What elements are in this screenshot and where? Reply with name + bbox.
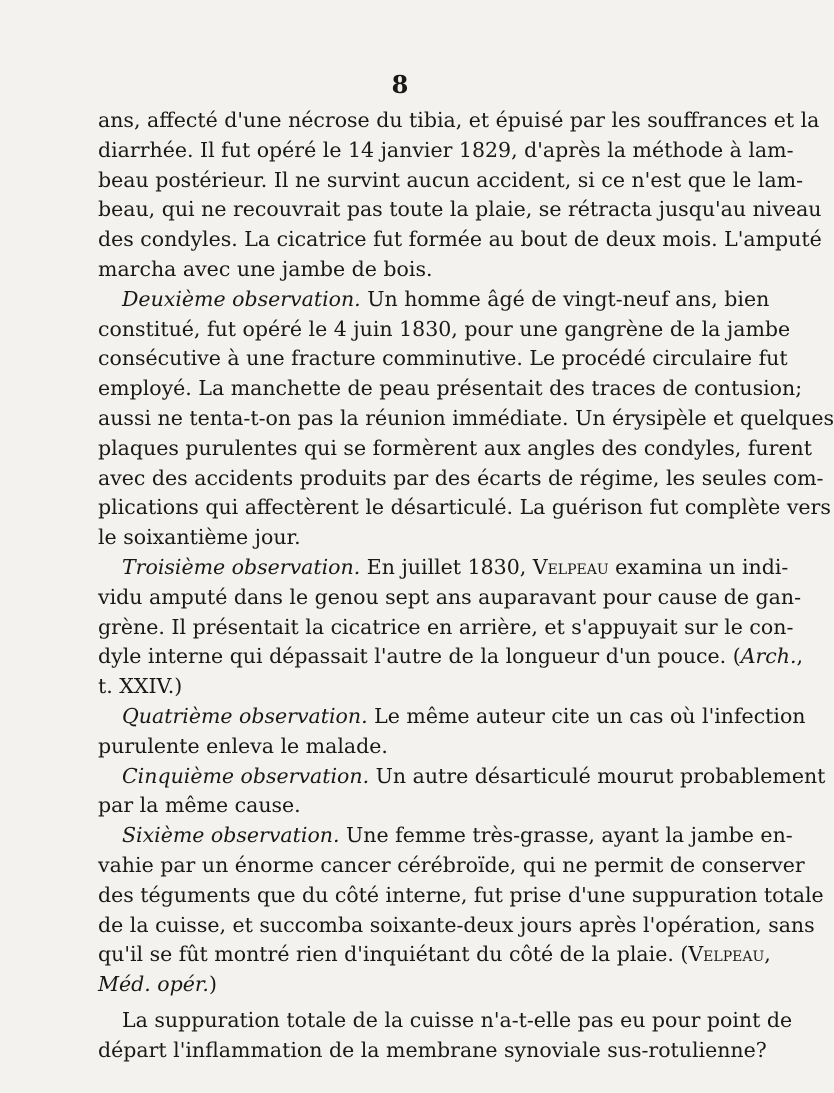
text-line: [98, 613, 794, 643]
text-line: [98, 166, 804, 196]
text-line: [98, 374, 803, 404]
text-line: [98, 285, 770, 315]
text-line: [98, 553, 789, 583]
text-line: [98, 851, 805, 881]
citation: Arch.: [740, 644, 797, 669]
text-line: [98, 106, 820, 136]
line-text: t. XXIV.): [98, 674, 183, 699]
text-line: [98, 672, 740, 702]
body-text: [98, 106, 834, 1066]
text-line: [98, 195, 822, 225]
text-line: [98, 911, 815, 941]
line-text: plaques purulentes qui se formèrent aux angles des condyles, furent: [98, 435, 812, 460]
text-line: [98, 940, 771, 970]
text-line: [98, 225, 822, 255]
text-line: [98, 344, 788, 374]
line-text: dyle interne qui dépassait l'autre de la longueur d'un pouce. (: [98, 644, 741, 669]
observation-heading: Troisième observation.: [122, 554, 361, 579]
text-line: [98, 255, 740, 285]
text-line: [98, 881, 824, 911]
line-text: ans, affecté d'une nécrose du tibia, et épuisé par les souffrances et la: [98, 108, 820, 132]
line-text: En juillet 1830,: [360, 554, 533, 579]
line-text: plications qui affectèrent le désarticulé. La guérison fut complète vers: [98, 495, 831, 520]
line-text: Une femme très-grasse, ayant la jambe en-: [339, 823, 793, 848]
line-text: vahie par un énorme cancer cérébroïde, qui ne permit de conserver: [98, 852, 805, 877]
line-text: qu'il se fût montré rien d'inquiétant du côté de la plaie. (: [98, 942, 689, 967]
text-line: [98, 404, 834, 434]
line-text: diarrhée. Il fut opéré le 14 janvier 1829, d'après la méthode à lam-: [98, 137, 794, 162]
text-line: [98, 583, 802, 613]
line-text: des téguments que du côté interne, fut prise d'une suppuration totale: [98, 882, 824, 907]
line-text: Un autre désarticulé mourut probablement: [369, 763, 826, 788]
line-text-end: ,: [764, 942, 771, 967]
line-text: consécutive à une fracture comminutive. Le procédé circulaire fut: [98, 346, 788, 371]
line-text: grène. Il présentait la cicatrice en arrière, et s'appuyait sur le con-: [98, 614, 794, 639]
text-line: [98, 702, 806, 732]
observation-heading: Sixième observation.: [122, 823, 340, 848]
line-text: employé. La manchette de peau présentait des traces de contusion;: [98, 376, 803, 401]
line-text-end: ,: [796, 644, 804, 669]
text-line: [98, 136, 794, 166]
line-text: le soixantième jour.: [98, 525, 301, 550]
page-number: 8: [391, 70, 409, 99]
line-text: constitué, fut opéré le 4 juin 1830, pour une gangrène de la jambe: [98, 316, 791, 341]
text-line: [98, 493, 831, 523]
text-line: [98, 762, 826, 792]
line-text-end: ): [208, 972, 217, 997]
text-line: [98, 434, 812, 464]
observation-heading: Quatrième observation.: [122, 703, 368, 728]
line-text: par la même cause.: [98, 793, 301, 818]
text-line: [98, 1006, 793, 1036]
text-line: [98, 1036, 767, 1066]
line-text: des condyles. La cicatrice fut formée au bout de deux mois. L'amputé: [98, 227, 822, 252]
line-text: départ l'inflammation de la membrane synoviale sus-rotulienne?: [98, 1037, 767, 1062]
text-line: [98, 315, 791, 345]
line-text: Le même auteur cite un cas où l'infection: [367, 703, 806, 728]
observation-heading: Deuxième observation.: [122, 286, 361, 311]
line-text-end: examina un indi-: [608, 554, 789, 579]
line-text: de la cuisse, et succomba soixante-deux jours après l'opération, sans: [98, 912, 815, 937]
text-line: [98, 791, 740, 821]
line-text: vidu amputé dans le genou sept ans auparavant pour cause de gan-: [98, 584, 802, 609]
text-line: [98, 821, 793, 851]
text-line: [98, 464, 824, 494]
text-line: [98, 970, 740, 1000]
line-text: La suppuration totale de la cuisse n'a-t-elle pas eu pour point de: [122, 1007, 793, 1032]
text-line: [98, 642, 804, 672]
line-text: purulente enleva le malade.: [98, 733, 388, 758]
line-text: avec des accidents produits par des écarts de régime, les seules com-: [98, 465, 824, 490]
line-text: aussi ne tenta-t-on pas la réunion immédiate. Un érysipèle et quelques: [98, 405, 834, 430]
line-text: beau, qui ne recouvrait pas toute la plaie, se rétracta jusqu'au niveau: [98, 197, 822, 222]
text-line: [98, 523, 740, 553]
text-line: [98, 732, 740, 762]
author-name: Velpeau: [688, 942, 765, 967]
line-text: Un homme âgé de vingt-neuf ans, bien: [360, 286, 770, 311]
line-text: beau postérieur. Il ne survint aucun accident, si ce n'est que le lam-: [98, 167, 804, 192]
author-name: Velpeau: [532, 554, 609, 579]
line-text: marcha avec une jambe de bois.: [98, 256, 433, 281]
observation-heading: Cinquième observation.: [122, 763, 370, 788]
citation: Méd. opér.: [98, 972, 209, 997]
